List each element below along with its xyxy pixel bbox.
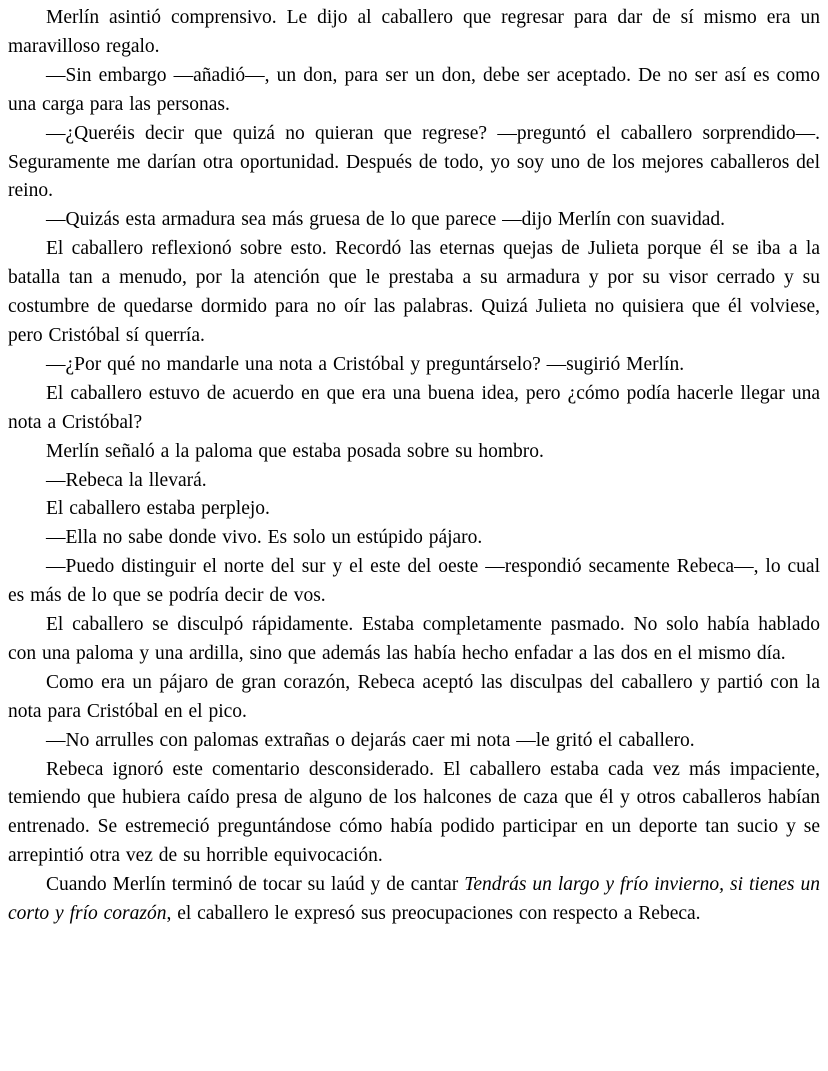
paragraph-segment: El caballero reflexionó sobre esto. Recordó las eternas quejas de Julieta porque él se iba a la batalla tan a menudo, por la atención que le prestaba a su armadura y por su visor cerrado y su costumbre de quedarse dormido para no oír las palabras. Quizá Julieta no quisiera que él volviese, pero Cristóbal sí querría. <box>8 238 820 346</box>
paragraph <box>8 467 820 496</box>
paragraph <box>8 553 820 611</box>
paragraph <box>8 4 820 62</box>
paragraph-segment: —¿Queréis decir que quizá no quieran que regrese? —preguntó el caballero sorprendido—. Seguramente me darían otra oportunidad. Después de todo, yo soy uno de los mejores caballeros del reino. <box>8 122 820 202</box>
paragraph <box>8 871 820 929</box>
paragraph <box>8 62 820 120</box>
paragraph-segment: , el caballero le expresó sus preocupaciones con respecto a Rebeca. <box>166 903 701 925</box>
paragraph-segment: —No arrulles con palomas extrañas o dejarás caer mi nota —le gritó el caballero. <box>46 729 695 751</box>
paragraph-segment: —¿Por qué no mandarle una nota a Cristóbal y preguntárselo? —sugirió Merlín. <box>46 353 685 375</box>
paragraph-segment: —Puedo distinguir el norte del sur y el este del oeste —respondió secamente Rebeca—, lo cual es más de lo que se podría decir de vos. <box>8 556 820 607</box>
paragraph <box>8 380 820 438</box>
paragraph-segment: Merlín asintió comprensivo. Le dijo al caballero que regresar para dar de sí mismo era un maravilloso regalo. <box>8 7 820 57</box>
paragraph <box>8 669 820 727</box>
paragraph <box>8 235 820 351</box>
paragraph <box>8 206 820 235</box>
paragraph-segment: —Rebeca la llevará. <box>46 469 207 491</box>
paragraph <box>8 611 820 669</box>
paragraph-segment: —Ella no sabe donde vivo. Es solo un estúpido pájaro. <box>46 527 483 549</box>
paragraph <box>8 524 820 553</box>
paragraph-segment: —Sin embargo —añadió—, un don, para ser un don, debe ser aceptado. De no ser así es como una carga para las personas. <box>8 64 820 115</box>
paragraph <box>8 351 820 380</box>
paragraph-segment: El caballero estaba perplejo. <box>46 498 270 520</box>
paragraph-segment: El caballero se disculpó rápidamente. Estaba completamente pasmado. No solo había hablado con una paloma y una ardilla, sino que además las había hecho enfadar a las dos en el mismo día. <box>8 614 820 664</box>
paragraph-segment: Como era un pájaro de gran corazón, Rebeca aceptó las disculpas del caballero y partió con la nota para Cristóbal en el pico. <box>8 671 820 722</box>
paragraph-segment: —Quizás esta armadura sea más gruesa de lo que parece —dijo Merlín con suavidad. <box>46 209 726 231</box>
paragraph-segment: Rebeca ignoró este comentario desconsiderado. El caballero estaba cada vez más impaciente, temiendo que hubiera caído presa de alguno de los halcones de caza que él y otros caballeros habían entrenado. Se estremeció preguntándose cómo había podido participar en un deporte tan sucio y se arrepintió otra vez de su horrible equivocación. <box>8 758 820 867</box>
paragraph <box>8 756 820 872</box>
paragraph <box>8 438 820 467</box>
paragraph-segment-italic: Tendrás un largo y frío invierno, si tienes un corto y frío corazón <box>8 874 820 925</box>
paragraph-segment: Merlín señaló a la paloma que estaba posada sobre su hombro. <box>46 440 544 462</box>
page-text <box>8 4 820 929</box>
paragraph <box>8 727 820 756</box>
paragraph-segment: Cuando Merlín terminó de tocar su laúd y de cantar <box>46 874 465 896</box>
paragraph-segment: El caballero estuvo de acuerdo en que era una buena idea, pero ¿cómo podía hacerle llegar una nota a Cristóbal? <box>8 382 820 433</box>
paragraph <box>8 495 820 524</box>
paragraph <box>8 120 820 207</box>
